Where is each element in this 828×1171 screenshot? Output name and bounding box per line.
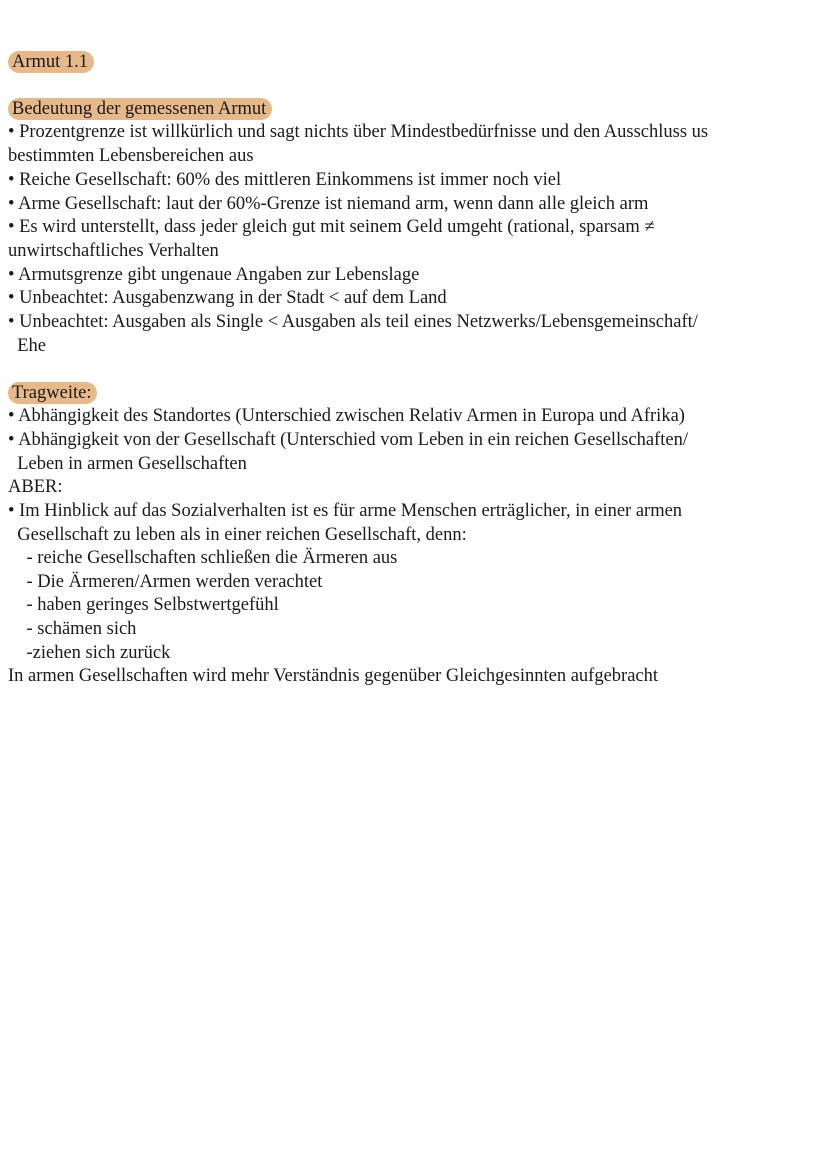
text-line: - Die Ärmeren/Armen werden verachtet [8,572,323,592]
section-heading-tragweite [8,382,97,405]
text-line: Leben in armen Gesellschaften [8,454,247,474]
section-heading-highlight: Tragweite: [8,382,97,404]
text-line: • Reiche Gesellschaft: 60% des mittleren Einkommens ist immer noch viel [8,170,562,190]
text-line: ABER: [8,477,63,497]
text-line: - schämen sich [8,619,137,639]
text-line: Gesellschaft zu leben als in einer reichen Gesellschaft, denn: [8,525,467,545]
text-line: Ehe [8,336,47,356]
section-heading-highlight: Bedeutung der gemessenen Armut [8,98,272,120]
text-line: • Unbeachtet: Ausgaben als Single < Ausgaben als teil eines Netzwerks/Lebensgemeinschaft/ [8,312,698,332]
text-line: • Es wird unterstellt, dass jeder gleich gut mit seinem Geld umgeht (rational, sparsam ≠ [8,217,655,237]
text-line: • Unbeachtet: Ausgabenzwang in der Stadt < auf dem Land [8,288,447,308]
text-line: • Arme Gesellschaft: laut der 60%-Grenze ist niemand arm, wenn dann alle gleich arm [8,194,649,214]
text-line: unwirtschaftliches Verhalten [8,241,219,261]
text-line: • Armutsgrenze gibt ungenaue Angaben zur Lebenslage [8,265,420,285]
title-highlight: Armut 1.1 [8,51,94,73]
section-heading-bedeutung [8,98,272,121]
text-line: -ziehen sich zurück [8,643,171,663]
text-line: bestimmten Lebensbereichen aus [8,146,254,166]
text-line: - reiche Gesellschaften schließen die Ärmeren aus [8,548,398,568]
text-line: In armen Gesellschaften wird mehr Verständnis gegenüber Gleichgesinnten aufgebracht [8,666,659,686]
text-line: • Im Hinblick auf das Sozialverhalten ist es für arme Menschen erträglicher, in einer armen [8,501,683,521]
document-title [8,51,94,74]
text-line: • Abhängigkeit von der Gesellschaft (Unterschied vom Leben in ein reichen Gesellschaften/ [8,430,688,450]
text-line: • Prozentgrenze ist willkürlich und sagt nichts über Mindestbedürfnisse und den Ausschluss us [8,122,709,142]
text-line: - haben geringes Selbstwertgefühl [8,595,279,615]
text-line: • Abhängigkeit des Standortes (Unterschied zwischen Relativ Armen in Europa und Afrika) [8,406,685,426]
